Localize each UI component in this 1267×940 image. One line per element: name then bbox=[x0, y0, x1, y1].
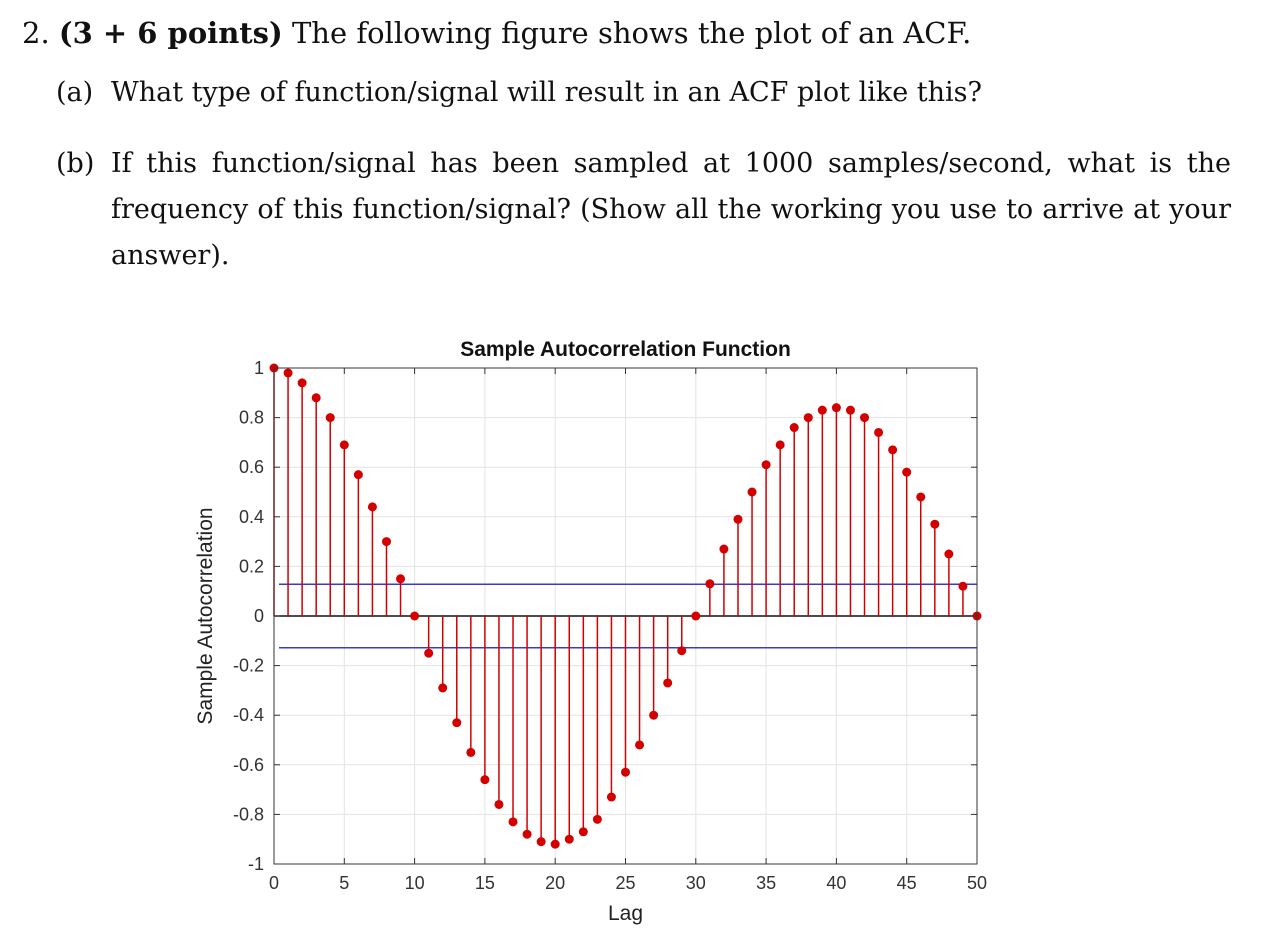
stem-marker bbox=[312, 393, 321, 402]
stem-marker bbox=[762, 460, 771, 469]
part-b-text: If this function/signal has been sampled at 1000 samples/second, what is the frequency of this function/signal? (Show all the working you use to arrive at your answer). bbox=[111, 148, 1231, 271]
y-tick-label: 0.2 bbox=[238, 556, 264, 577]
y-tick-label: -1 bbox=[247, 854, 264, 874]
stem-marker bbox=[902, 468, 911, 477]
stem-marker bbox=[382, 537, 391, 546]
acf-chart bbox=[180, 330, 1010, 935]
question bbox=[22, 14, 1237, 52]
part-b-label: (b) bbox=[56, 148, 95, 179]
question-intro: The following figure shows the plot of an ACF. bbox=[291, 16, 972, 50]
stem-marker bbox=[705, 579, 714, 588]
x-tick-label: 40 bbox=[826, 873, 847, 893]
stem-marker bbox=[846, 406, 855, 415]
ticks bbox=[233, 358, 987, 893]
stem-marker bbox=[944, 550, 953, 559]
stem-marker bbox=[888, 445, 897, 454]
x-tick-label: 10 bbox=[404, 873, 425, 893]
stem-marker bbox=[326, 413, 335, 422]
stem-marker bbox=[410, 612, 419, 621]
stem-marker bbox=[874, 428, 883, 437]
chart-title: Sample Autocorrelation Function bbox=[460, 338, 791, 361]
stem-marker bbox=[790, 423, 799, 432]
stem-marker bbox=[818, 406, 827, 415]
part-a-label: (a) bbox=[56, 77, 94, 108]
part-a bbox=[56, 70, 1226, 116]
y-tick-label: 1 bbox=[253, 358, 264, 378]
y-tick-label: 0.8 bbox=[238, 407, 264, 428]
stem-marker bbox=[480, 775, 489, 784]
y-tick-label: 0.6 bbox=[238, 457, 264, 478]
stem-marker bbox=[368, 502, 377, 511]
x-tick-label: 45 bbox=[896, 873, 917, 893]
stem-marker bbox=[748, 488, 757, 497]
stem-marker bbox=[396, 574, 405, 583]
stem-marker bbox=[930, 520, 939, 529]
x-tick-label: 15 bbox=[474, 873, 495, 893]
question-header bbox=[22, 14, 1237, 52]
part-a-text: What type of function/signal will result in an ACF plot like this? bbox=[111, 77, 983, 108]
x-tick-label: 25 bbox=[615, 873, 636, 893]
stem-marker bbox=[284, 368, 293, 377]
x-tick-label: 0 bbox=[268, 873, 280, 893]
stem-marker bbox=[593, 815, 602, 824]
stem-marker bbox=[509, 817, 518, 826]
stem-marker bbox=[804, 413, 813, 422]
stem-marker bbox=[438, 683, 447, 692]
stem-marker bbox=[579, 827, 588, 836]
stem-marker bbox=[424, 649, 433, 658]
stem-marker bbox=[452, 718, 461, 727]
stem-marker bbox=[832, 403, 841, 412]
question-number: 2. bbox=[22, 16, 50, 50]
stem-marker bbox=[494, 800, 503, 809]
stem-marker bbox=[565, 835, 574, 844]
part-b bbox=[56, 141, 1231, 279]
stem-marker bbox=[733, 515, 742, 524]
stem-marker bbox=[663, 678, 672, 687]
y-tick-label: -0.6 bbox=[232, 754, 264, 775]
stem-marker bbox=[649, 711, 658, 720]
stem-marker bbox=[916, 492, 925, 501]
stem-marker bbox=[860, 413, 869, 422]
stem-marker bbox=[635, 740, 644, 749]
x-axis-label: Lag bbox=[607, 902, 644, 925]
x-tick-label: 50 bbox=[966, 873, 988, 893]
stem-marker bbox=[677, 646, 686, 655]
stem-marker bbox=[551, 840, 560, 849]
stem-marker bbox=[466, 748, 475, 757]
y-tick-label: -0.2 bbox=[232, 655, 264, 676]
stem-marker bbox=[691, 612, 700, 621]
y-tick-label: -0.4 bbox=[232, 705, 264, 726]
stem-marker bbox=[537, 837, 546, 846]
x-tick-label: 5 bbox=[339, 873, 350, 893]
x-tick-label: 20 bbox=[545, 873, 566, 893]
stem-marker bbox=[621, 768, 630, 777]
y-axis-label: Sample Autocorrelation bbox=[194, 507, 217, 725]
x-tick-label: 30 bbox=[685, 873, 706, 893]
stem-marker bbox=[607, 793, 616, 802]
stem-marker bbox=[298, 378, 307, 387]
stem-marker bbox=[523, 830, 532, 839]
y-tick-label: 0.4 bbox=[238, 506, 264, 527]
stem-marker bbox=[340, 440, 349, 449]
stem-marker bbox=[354, 470, 363, 479]
y-tick-label: -0.8 bbox=[232, 804, 264, 825]
stem-marker bbox=[719, 545, 728, 554]
stem-marker bbox=[958, 582, 967, 591]
x-tick-label: 35 bbox=[756, 873, 777, 893]
question-points: (3 + 6 points) bbox=[58, 16, 283, 50]
stem-marker bbox=[776, 440, 785, 449]
y-tick-label: 0 bbox=[253, 606, 264, 626]
